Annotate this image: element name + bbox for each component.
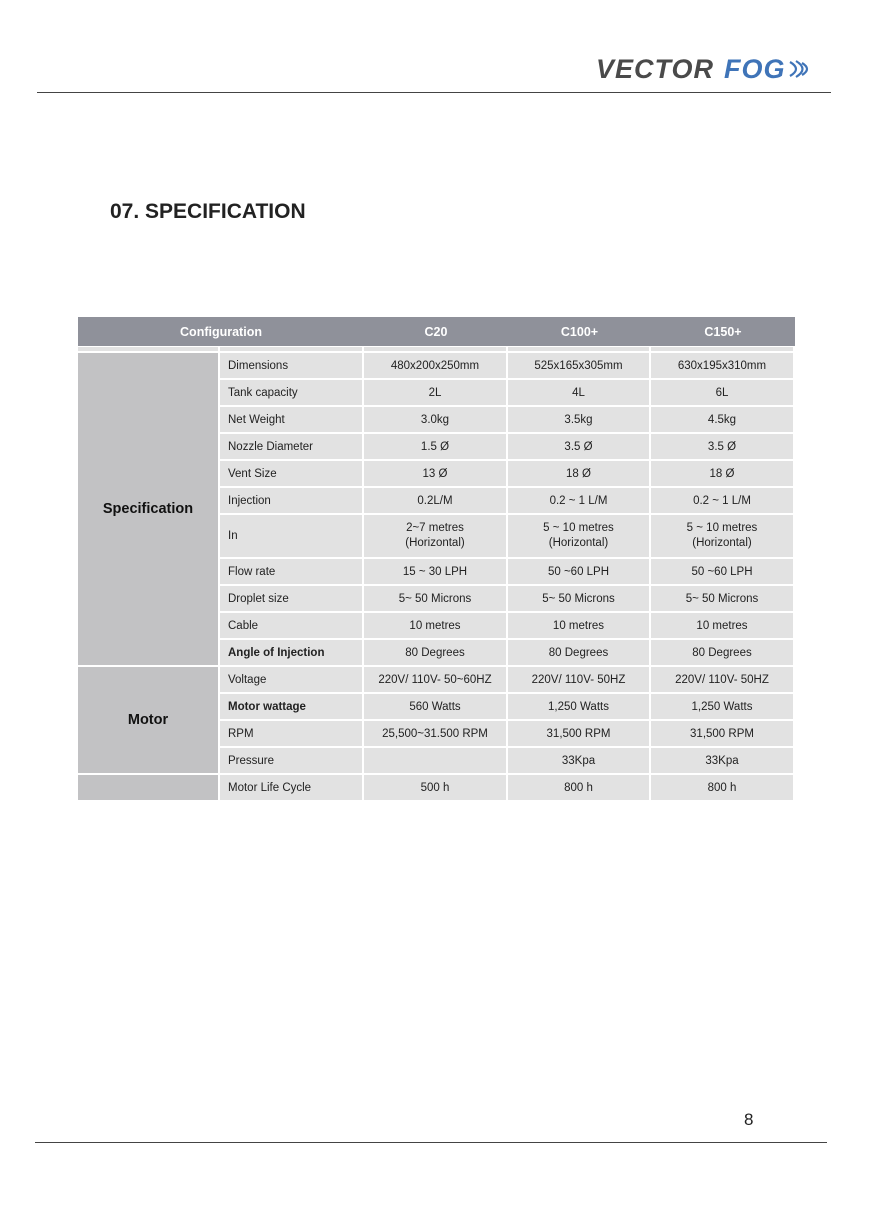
header-c100: C100+ xyxy=(508,317,651,347)
footer-rule xyxy=(35,1142,827,1143)
row-label: Motor Life Cycle xyxy=(220,773,364,800)
logo-word-fog: FOG xyxy=(724,53,786,84)
cell-c150: 80 Degrees xyxy=(651,638,795,665)
cell-c150: 5~ 50 Microns xyxy=(651,584,795,611)
cell-c100: 220V/ 110V- 50HZ xyxy=(508,665,651,692)
cell-c100: 33Kpa xyxy=(508,746,651,773)
cell-c150: 0.2 ~ 1 L/M xyxy=(651,486,795,513)
group-empty xyxy=(78,773,220,800)
table-row xyxy=(78,773,795,800)
page-number: 8 xyxy=(744,1110,754,1129)
cell-line-2: (Horizontal) xyxy=(692,537,752,549)
cell-c100: 31,500 RPM xyxy=(508,719,651,746)
cell-line-2: (Horizontal) xyxy=(548,537,609,549)
cell-c150: 220V/ 110V- 50HZ xyxy=(651,665,795,692)
table-row xyxy=(78,665,795,692)
row-label: Angle of Injection xyxy=(220,638,364,665)
cell-c150: 3.5 Ø xyxy=(651,432,795,459)
cell-c20: 5~ 50 Microns xyxy=(364,584,508,611)
row-label: Motor wattage xyxy=(220,692,364,719)
cell-c20: 13 Ø xyxy=(364,459,508,486)
row-label: Tank capacity xyxy=(220,378,364,405)
cell-c20: 25,500~31.500 RPM xyxy=(364,719,508,746)
page-title: 07. SPECIFICATION xyxy=(110,200,306,223)
cell-c100: 1,250 Watts xyxy=(508,692,651,719)
cell-c150: 50 ~60 LPH xyxy=(651,557,795,584)
cell-c20: 2L xyxy=(364,378,508,405)
row-label: Net Weight xyxy=(220,405,364,432)
row-label: Vent Size xyxy=(220,459,364,486)
cell-line-1: 5 ~ 10 metres xyxy=(543,522,614,534)
cell-line-1: 5 ~ 10 metres xyxy=(686,522,758,534)
cell-c20: 500 h xyxy=(364,773,508,800)
row-label: Dimensions xyxy=(220,351,364,378)
cell-c20: 0.2L/M xyxy=(364,486,508,513)
cell-c150: 6L xyxy=(651,378,795,405)
logo-word-vector: VECTOR xyxy=(596,53,715,84)
cell-c100: 18 Ø xyxy=(508,459,651,486)
row-label: Injection xyxy=(220,486,364,513)
cell-c20: 220V/ 110V- 50~60HZ xyxy=(364,665,508,692)
cell-c20 xyxy=(364,746,508,773)
row-label: RPM xyxy=(220,719,364,746)
cell-c150: 18 Ø xyxy=(651,459,795,486)
cell-c100: 525x165x305mm xyxy=(508,351,651,378)
cell-c150: 33Kpa xyxy=(651,746,795,773)
cell-c100: 80 Degrees xyxy=(508,638,651,665)
cell-c100: 50 ~60 LPH xyxy=(508,557,651,584)
header-c20: C20 xyxy=(364,317,508,347)
row-label: Voltage xyxy=(220,665,364,692)
cell-c20: 1.5 Ø xyxy=(364,432,508,459)
header-configuration: Configuration xyxy=(78,317,364,347)
cell-c20: 480x200x250mm xyxy=(364,351,508,378)
cell-c100: 3.5kg xyxy=(508,405,651,432)
cell-c100: 5~ 50 Microns xyxy=(508,584,651,611)
cell-c20: 3.0kg xyxy=(364,405,508,432)
cell-c20: 80 Degrees xyxy=(364,638,508,665)
cell-c100: 4L xyxy=(508,378,651,405)
cell-c150: 10 metres xyxy=(651,611,795,638)
table-row xyxy=(78,351,795,378)
specification-table xyxy=(78,317,795,800)
cell-c150: 1,250 Watts xyxy=(651,692,795,719)
cell-line-1: 2~7 metres xyxy=(406,522,464,534)
cell-c20 xyxy=(364,513,508,557)
cell-c150: 31,500 RPM xyxy=(651,719,795,746)
cell-c20: 10 metres xyxy=(364,611,508,638)
header-rule xyxy=(37,92,831,93)
row-label: Nozzle Diameter xyxy=(220,432,364,459)
cell-c150: 800 h xyxy=(651,773,795,800)
header-c150: C150+ xyxy=(651,317,795,347)
cell-c150 xyxy=(651,513,795,557)
group-specification: Specification xyxy=(78,351,220,665)
brand-logo xyxy=(596,52,812,86)
cell-c100: 3.5 Ø xyxy=(508,432,651,459)
logo-waves-icon xyxy=(788,58,812,80)
cell-c100 xyxy=(508,513,651,557)
row-label: Cable xyxy=(220,611,364,638)
table-header-row xyxy=(78,317,795,347)
row-label: Flow rate xyxy=(220,557,364,584)
cell-c100: 800 h xyxy=(508,773,651,800)
cell-c150: 630x195x310mm xyxy=(651,351,795,378)
group-motor: Motor xyxy=(78,665,220,773)
cell-c100: 10 metres xyxy=(508,611,651,638)
row-label: In xyxy=(220,513,364,557)
cell-c20: 15 ~ 30 LPH xyxy=(364,557,508,584)
cell-c150: 4.5kg xyxy=(651,405,795,432)
row-label: Pressure xyxy=(220,746,364,773)
cell-c20: 560 Watts xyxy=(364,692,508,719)
row-label: Droplet size xyxy=(220,584,364,611)
cell-line-2: (Horizontal) xyxy=(405,537,465,549)
cell-c100: 0.2 ~ 1 L/M xyxy=(508,486,651,513)
